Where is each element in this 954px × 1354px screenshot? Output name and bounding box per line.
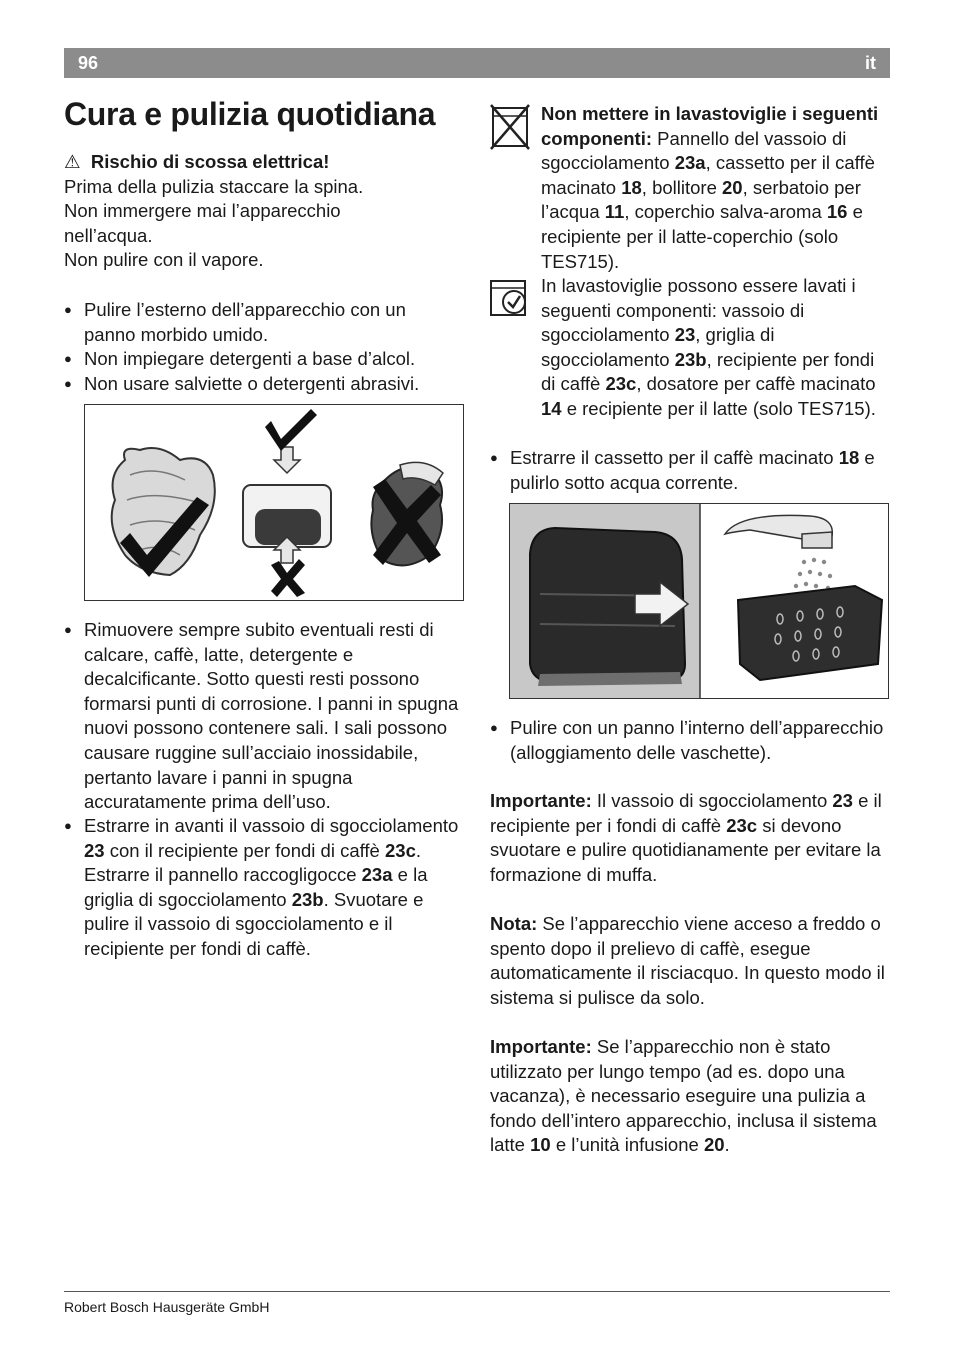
- list-item: ● Pulire con un panno l’interno dell’apparecchio (alloggiamento delle vaschette).: [490, 716, 886, 765]
- rimuovere-bullet: [64, 618, 459, 815]
- note-block: [490, 912, 886, 1010]
- drawer-illustration: [509, 503, 889, 699]
- warning-heading: [64, 150, 459, 175]
- list-item: ● Rimuovere sempre subito eventuali resti di calcare, caffè, latte, detergente e decalcificante. Sotto questi resti possono formarsi punti di corrosione. I panni in spugna nuovi possono contenere sali. I sali possono causare ruggine sull’acciaio inossidabile, pertanto lavare i panni in spugna accuratamente prima dell’uso.: [64, 618, 459, 815]
- estrarre-bullet: [64, 814, 459, 962]
- drawer-drawing: [510, 504, 888, 698]
- important-note-1: [490, 789, 886, 887]
- important-note-2: [490, 1035, 890, 1158]
- warning-line: Non immergere mai l’apparecchio: [64, 200, 341, 222]
- arrow-down-icon: [274, 447, 300, 473]
- cleaning-bullets: [64, 298, 459, 396]
- warning-line: nell’acqua.: [64, 224, 153, 246]
- warning-heading-text: Rischio di scossa elettrica!: [90, 151, 330, 172]
- interno-bullet: [490, 716, 886, 765]
- list-item: ● Pulire l’esterno dell’apparecchio con un panno morbido umido.: [64, 298, 459, 347]
- dishwasher-no-block: [541, 102, 886, 274]
- note-text: Nota: Se l’apparecchio viene acceso a freddo o spento dopo il prelievo di caffè, esegue automaticamente il risciacquo. In questo modo il sistema si pulisce da solo.: [490, 913, 885, 1008]
- list-item: ● Estrarre in avanti il vassoio di sgocciolamento 23 con il recipiente per fondi di caffè 23c. Estrarre il pannello raccogligocce 23a e la griglia di sgocciolamento 23b. Svuotare e pulire il vassoio di sgocciolamento e il recipiente per fondi di caffè.: [64, 814, 459, 962]
- warning-line: Prima della pulizia staccare la spina.: [64, 175, 364, 197]
- important-2-text: Importante: Se l’apparecchio non è stato utilizzato per lungo tempo (ad es. dopo una vacanza), è necessario eseguire una pulizia a fondo dell’intero apparecchio, inclusa il sistema latte 10 e l’unità infusione 20.: [490, 1036, 877, 1156]
- drawer-lip: [538, 672, 682, 686]
- no-dishwasher-icon: [490, 104, 530, 150]
- dishwasher-yes-text: In lavastoviglie possono essere lavati i seguenti componenti: vassoio di sgocciolamento 23, griglia di sgocciolamento 23b, recipiente per fondi di caffè 23c, dosatore per caffè macinato 14 e recipiente per il latte (solo TES715).: [541, 275, 876, 419]
- cassetto-bullet: [490, 446, 886, 495]
- water-drops: [794, 558, 832, 590]
- warning-block: [64, 150, 459, 273]
- footer-divider: [64, 1291, 890, 1292]
- sponge-drawing: [85, 405, 463, 600]
- dishwasher-no-text: Non mettere in lavastoviglie i seguenti componenti: Pannello del vassoio di sgocciolamento 23a, cassetto per il caffè macinato 18, bollitore 20, serbatoio per l’acqua 11, coperchio salva-aroma 16 e recipiente per il latte-coperchio (solo TES715).: [541, 103, 879, 272]
- list-item: ● Non usare salviette o detergenti abrasivi.: [64, 372, 459, 397]
- list-item: ● Non impiegare detergenti a base d’alcol.: [64, 347, 459, 372]
- page-title: Cura e pulizia quotidiana: [64, 96, 436, 132]
- dishwasher-safe-icon: [489, 279, 531, 317]
- sponge-illustration: [84, 404, 464, 601]
- language-code: it: [865, 53, 876, 73]
- dishwasher-yes-block: [541, 274, 886, 422]
- footer-text: Robert Bosch Hausgeräte GmbH: [64, 1299, 270, 1315]
- warning-triangle-icon: ⚠: [64, 151, 81, 172]
- important-1-text: Importante: Il vassoio di sgocciolamento 23 e il recipiente per i fondi di caffè 23c si devono svuotare e pulire quotidianamente per evitare la formazione di muffa.: [490, 790, 882, 885]
- page-number: 96: [78, 53, 99, 73]
- list-item: ● Estrarre il cassetto per il caffè macinato 18 e pulirlo sotto acqua corrente.: [490, 446, 886, 495]
- page-header-bar: [64, 48, 890, 78]
- cross-mark-icon: [271, 559, 305, 597]
- drawer-under-water: [738, 586, 882, 680]
- warning-line: Non pulire con il vapore.: [64, 249, 264, 271]
- check-mark-icon: [265, 409, 317, 451]
